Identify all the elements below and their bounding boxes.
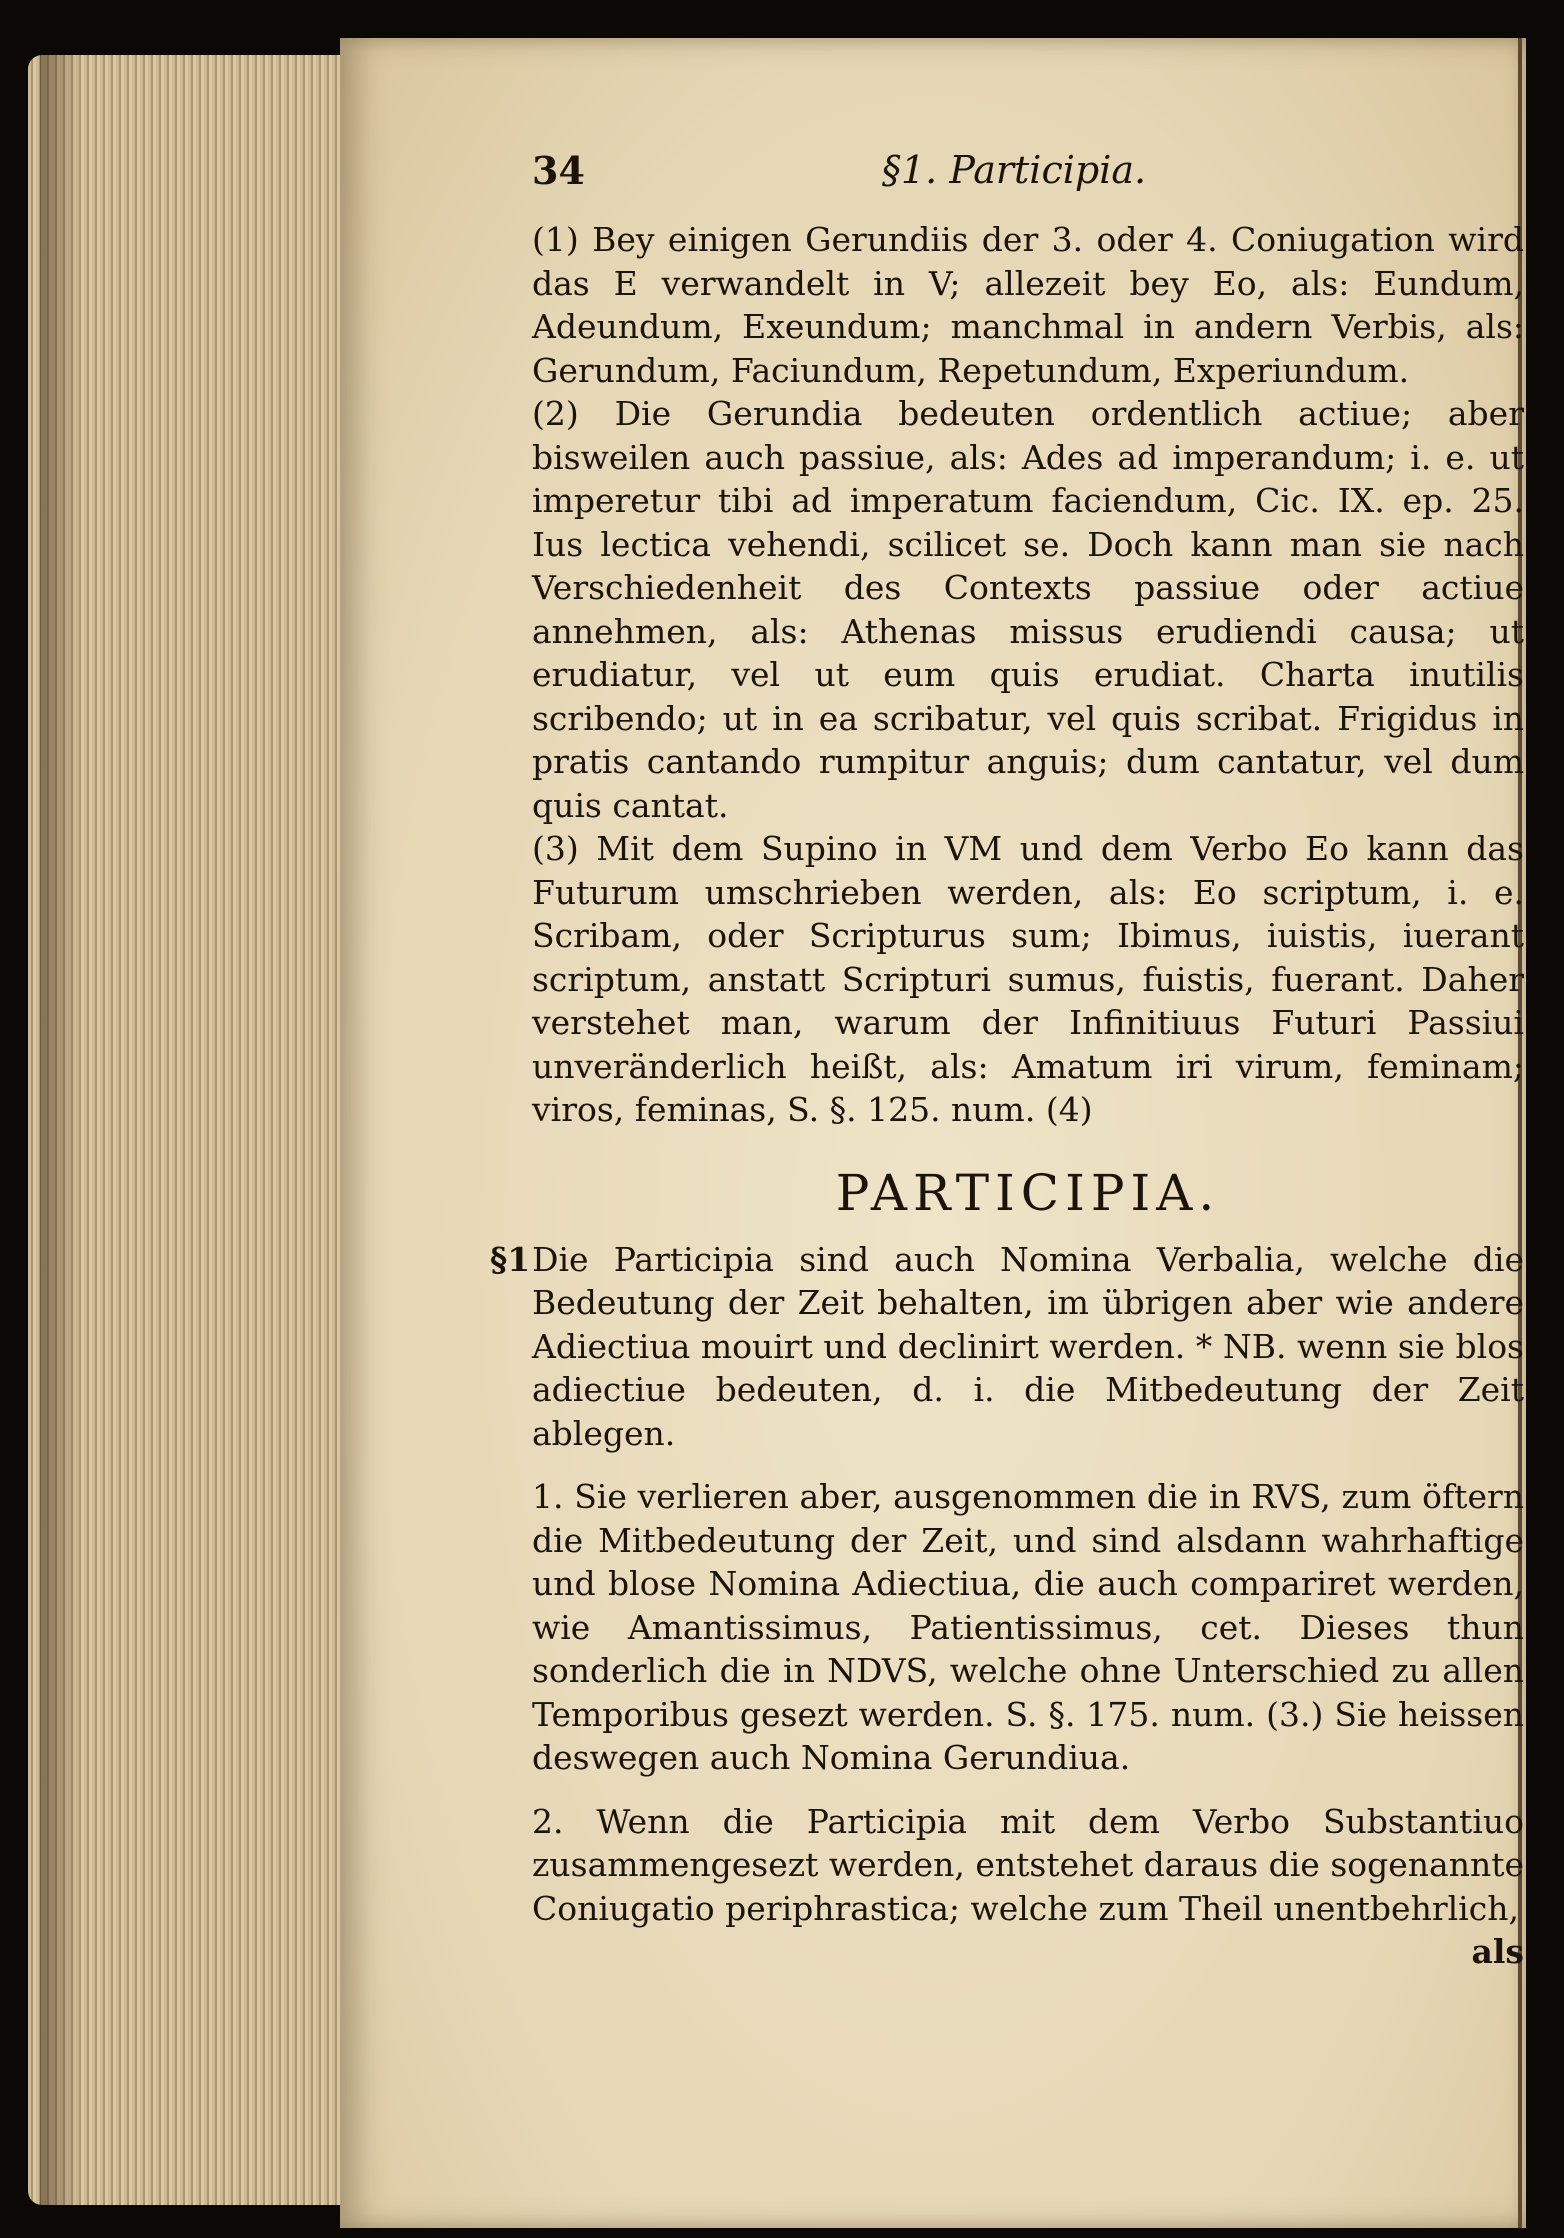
page-number: 34 [532,148,585,193]
paragraph-note-2: (2) Die Gerundia bedeuten ordentlich actiue; aber bisweilen auch passiue, als: Ades ad imperandum; i. e. ut imperetur tibi ad imperatum faciendum, Cic. IX. ep. 25. Ius lectica vehendi, scilicet se. Doch kann man sie nach Verschiedenheit des Contexts passiue oder actiue annehmen, als: Athenas missus erudiendi causa; ut erudiatur, vel ut eum quis erudiat. Charta inutilis scribendo; ut in ea scribatur, vel quis scribat. Frigidus in pratis cantando rumpitur anguis; dum cantatur, vel dum quis cantat. [532,394,1524,825]
section-point-1: 1. Sie verlieren aber, ausgenommen die in RVS, zum öftern die Mitbedeutung der Zeit, und sind alsdann wahrhaftige und blose Nomina Adiectiua, die auch compariret werden, wie Amantissimus, Patientissimus, cet. Dieses thun sonderlich die in NDVS, welche ohne Unterschied zu allen Temporibus gesezt werden. S. §. 175. num. (3.) Sie heissen deswegen auch Nomina Gerundiua. [532,1477,1524,1777]
running-header [532,148,1524,198]
paragraph-note-3: (3) Mit dem Supino in VM und dem Verbo Eo kann das Futurum umschrieben werden, als: Eo scriptum, i. e. Scribam, oder Scripturus sum; Ibimus, iuistis, iuerant scriptum, anstatt Scripturi sumus, fuistis, fuerant. Daher verstehet man, warum der Infinitiuus Futuri Passiui unveränderlich heißt, als: Amatum iri virum, feminam; viros, feminas, S. §. 125. num. (4) [532,829,1524,1129]
gerundium-notes [532,218,1524,1132]
section-intro: Die Participia sind auch Nomina Verbalia, welche die Bedeutung der Zeit behalten, im übrigen aber wie andere Adiectiua mouirt und declinirt werden. * NB. wenn sie blos adiectiue bedeuten, d. i. die Mitbedeutung der Zeit ablegen. [532,1239,1524,1453]
section-point-2: 2. Wenn die Participia mit dem Verbo Substantiuo zusammengesezt werden, entstehet daraus die sogenannte Coniugatio periphrastica; welche zum Theil unentbehrlich, [532,1801,1524,1928]
section-1 [490,1238,1524,1974]
section-number: §1 [490,1239,531,1279]
page-text [490,148,1524,1974]
catchword: als [1471,1932,1524,1971]
paragraph-note-1: (1) Bey einigen Gerundiis der 3. oder 4. Coniugation wird das E verwandelt in V; allezeit bey Eo, als: Eundum, Adeundum, Exeundum; manchmal in andern Verbis, als: Gerundum, Faciundum, Repetundum, Experiundum. [532,220,1524,390]
page-edge-shadow [40,55,80,2205]
section-heading: PARTICIPIA. [835,1163,1221,1222]
running-title: §1. Participia. [882,148,1147,192]
